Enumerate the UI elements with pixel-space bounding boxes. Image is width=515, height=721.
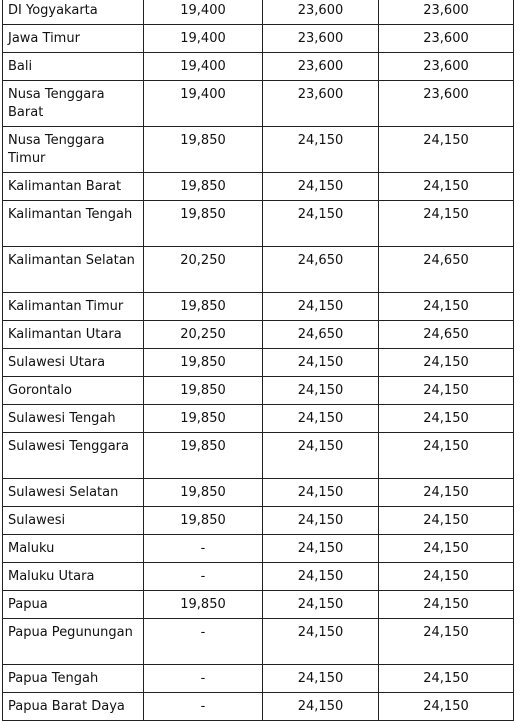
table-row (3, 53, 514, 81)
province-cell: DI Yogyakarta (3, 0, 144, 25)
price-cell: 24,150 (379, 201, 514, 247)
table-row (3, 321, 514, 349)
price-cell: 24,150 (263, 173, 379, 201)
price-table (2, 0, 514, 721)
table-row (3, 81, 514, 127)
table-row (3, 507, 514, 535)
price-cell: 19,850 (144, 479, 263, 507)
price-cell: 24,150 (379, 619, 514, 665)
price-cell: 24,150 (379, 693, 514, 721)
price-cell: 24,150 (263, 665, 379, 693)
table-row (3, 25, 514, 53)
price-cell: 24,150 (263, 349, 379, 377)
table-row (3, 247, 514, 293)
table-row (3, 479, 514, 507)
table-row (3, 127, 514, 173)
price-cell: 24,150 (263, 293, 379, 321)
price-cell: 24,150 (263, 433, 379, 479)
province-cell: Kalimantan Selatan (3, 247, 144, 293)
province-cell: Papua (3, 591, 144, 619)
price-cell: 24,650 (263, 247, 379, 293)
price-cell: 19,400 (144, 53, 263, 81)
province-cell: Kalimantan Barat (3, 173, 144, 201)
price-cell: 24,150 (263, 201, 379, 247)
price-cell: 24,150 (379, 563, 514, 591)
table-row (3, 591, 514, 619)
table-row (3, 665, 514, 693)
price-cell: 24,150 (379, 349, 514, 377)
price-cell: - (144, 693, 263, 721)
province-cell: Sulawesi (3, 507, 144, 535)
price-cell: 24,150 (263, 693, 379, 721)
price-cell: 19,850 (144, 293, 263, 321)
province-cell: Kalimantan Timur (3, 293, 144, 321)
price-cell: 19,850 (144, 591, 263, 619)
table-row (3, 173, 514, 201)
price-cell: 19,400 (144, 0, 263, 25)
table-row (3, 535, 514, 563)
table-body (3, 0, 514, 721)
table-row (3, 201, 514, 247)
table-row (3, 563, 514, 591)
price-cell: 24,150 (379, 479, 514, 507)
price-cell: 20,250 (144, 321, 263, 349)
price-cell: 23,600 (263, 25, 379, 53)
price-cell: 23,600 (379, 25, 514, 53)
province-cell: Jawa Timur (3, 25, 144, 53)
price-cell: 24,150 (263, 127, 379, 173)
province-cell: Sulawesi Tengah (3, 405, 144, 433)
price-cell: 24,150 (263, 507, 379, 535)
price-cell: 23,600 (379, 53, 514, 81)
price-cell: 24,150 (379, 591, 514, 619)
province-cell: Maluku Utara (3, 563, 144, 591)
price-cell: 23,600 (379, 0, 514, 25)
table-row (3, 619, 514, 665)
price-cell: 23,600 (263, 53, 379, 81)
province-cell: Sulawesi Utara (3, 349, 144, 377)
price-cell: - (144, 535, 263, 563)
province-cell: Bali (3, 53, 144, 81)
price-cell: 24,150 (263, 479, 379, 507)
price-cell: 24,150 (379, 665, 514, 693)
price-cell: 24,150 (379, 433, 514, 479)
price-cell: 19,850 (144, 127, 263, 173)
table-row (3, 693, 514, 721)
price-cell: - (144, 563, 263, 591)
table-row (3, 433, 514, 479)
province-cell: Papua Tengah (3, 665, 144, 693)
price-cell: 19,850 (144, 377, 263, 405)
price-cell: 24,150 (379, 173, 514, 201)
price-cell: 19,850 (144, 433, 263, 479)
table-row (3, 0, 514, 25)
price-cell: 24,150 (379, 405, 514, 433)
price-cell: 19,400 (144, 81, 263, 127)
price-cell: 24,150 (379, 507, 514, 535)
province-cell: Nusa Tenggara Timur (3, 127, 144, 173)
price-cell: 24,150 (379, 293, 514, 321)
price-cell: 24,150 (379, 535, 514, 563)
price-cell: 19,400 (144, 25, 263, 53)
price-cell: 24,650 (379, 247, 514, 293)
price-cell: 19,850 (144, 405, 263, 433)
price-cell: 24,150 (379, 377, 514, 405)
price-cell: 19,850 (144, 201, 263, 247)
price-cell: 24,150 (263, 591, 379, 619)
price-cell: 24,150 (263, 535, 379, 563)
table-row (3, 405, 514, 433)
price-cell: 24,150 (263, 405, 379, 433)
price-cell: 24,150 (263, 619, 379, 665)
price-cell: 24,650 (379, 321, 514, 349)
price-cell: 24,150 (379, 127, 514, 173)
province-cell: Kalimantan Tengah (3, 201, 144, 247)
province-cell: Nusa Tenggara Barat (3, 81, 144, 127)
price-cell: 24,150 (263, 377, 379, 405)
province-cell: Maluku (3, 535, 144, 563)
price-cell: 24,650 (263, 321, 379, 349)
table-row (3, 349, 514, 377)
province-cell: Kalimantan Utara (3, 321, 144, 349)
price-cell: 23,600 (263, 0, 379, 25)
price-cell: - (144, 665, 263, 693)
price-cell: 19,850 (144, 173, 263, 201)
province-cell: Papua Barat Daya (3, 693, 144, 721)
table-row (3, 293, 514, 321)
price-cell: 23,600 (263, 81, 379, 127)
province-cell: Sulawesi Selatan (3, 479, 144, 507)
price-cell: 23,600 (379, 81, 514, 127)
province-cell: Gorontalo (3, 377, 144, 405)
province-cell: Sulawesi Tenggara (3, 433, 144, 479)
price-cell: 24,150 (263, 563, 379, 591)
price-cell: - (144, 619, 263, 665)
price-cell: 19,850 (144, 507, 263, 535)
table-row (3, 377, 514, 405)
price-cell: 20,250 (144, 247, 263, 293)
province-cell: Papua Pegunungan (3, 619, 144, 665)
price-cell: 19,850 (144, 349, 263, 377)
